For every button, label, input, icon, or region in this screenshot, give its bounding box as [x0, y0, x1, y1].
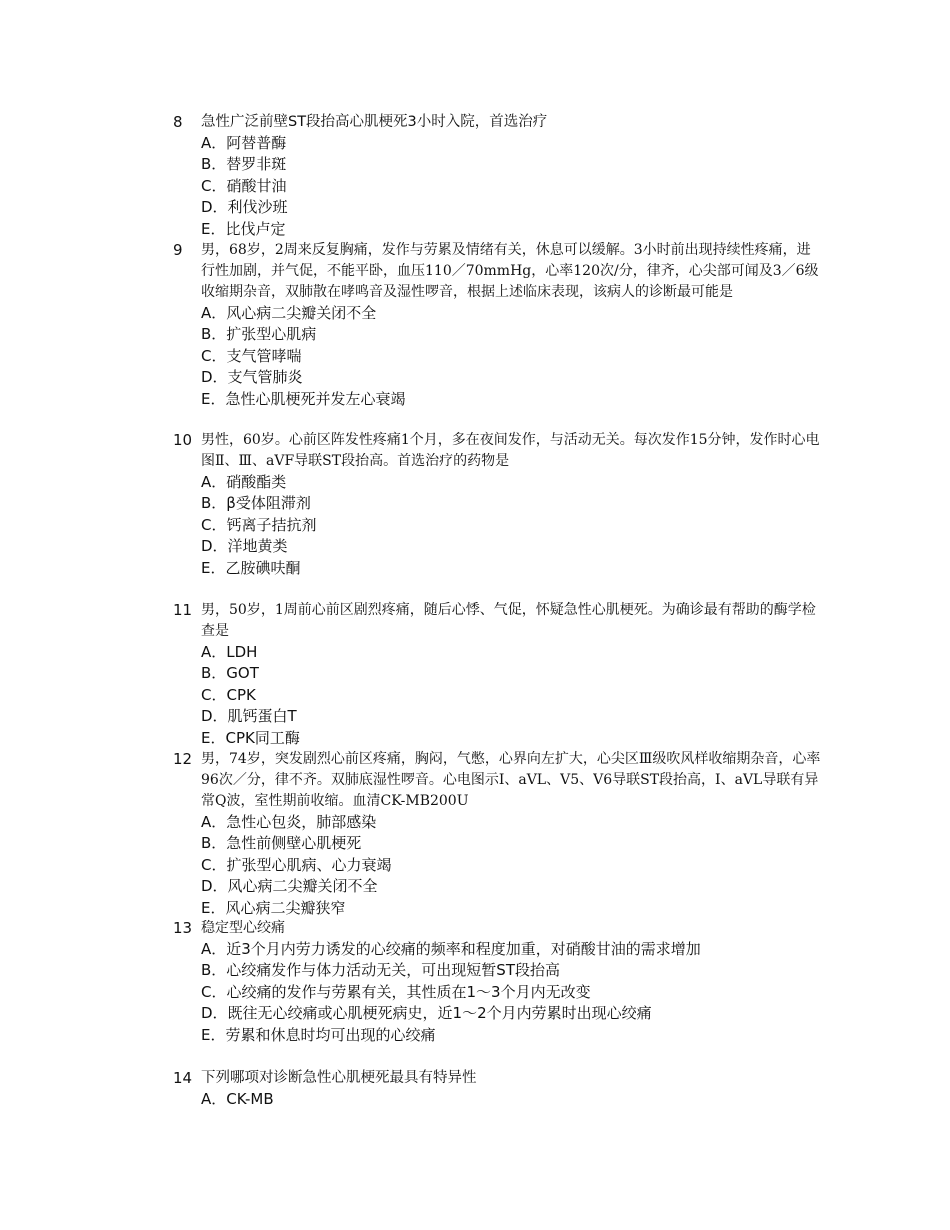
question-stem: 男性，60岁。心前区阵发性疼痛1个月，多在夜间发作，与活动无关。每次发作15分钟，发作时心电图Ⅱ、Ⅲ、aVF导联ST段抬高。首选治疗的药物是: [201, 432, 820, 469]
question-number: 14: [173, 1069, 193, 1087]
option-d: D．风心病二尖瓣关闭不全: [201, 877, 378, 896]
option-c: C．钙离子拮抗剂: [201, 515, 317, 534]
question-9: [173, 240, 823, 410]
question-12: [173, 749, 823, 919]
question-number: 13: [173, 919, 193, 937]
question-number: 12: [173, 750, 193, 768]
option-c: C．硝酸甘油: [201, 176, 287, 195]
option-c: C．扩张型心肌病、心力衰竭: [201, 855, 392, 874]
option-e: E．CPK同工酶: [201, 728, 300, 747]
option-c: C．CPK: [201, 685, 256, 704]
option-a: A．LDH: [201, 643, 258, 661]
option-a: A．CK-MB: [201, 1090, 274, 1108]
question-stem: 下列哪项对诊断急性心肌梗死最具有特异性: [201, 1070, 477, 1086]
option-e: E．劳累和休息时均可出现的心绞痛: [201, 1025, 436, 1044]
option-e: E．比伐卢定: [201, 219, 286, 238]
option-e: E．急性心肌梗死并发左心衰竭: [201, 389, 406, 408]
question-10: [173, 430, 823, 579]
option-b: B．急性前侧壁心肌梗死: [201, 834, 362, 853]
option-e: E．乙胺碘呋酮: [201, 558, 301, 577]
question-number: 8: [173, 113, 183, 131]
option-b: B．β受体阻滞剂: [201, 494, 311, 513]
question-stem: 男，68岁，2周来反复胸痛，发作与劳累及情绪有关，休息可以缓解。3小时前出现持续性疼痛，进行性加剧，并气促，不能平卧，血压110／70mmHg，心率120次/分，律齐，心尖部可闻及3／6级收缩期杂音，双肺散在哮鸣音及湿性啰音，根据上述临床表现，该病人的诊断最可能是: [201, 242, 819, 300]
option-d: D．洋地黄类: [201, 537, 288, 556]
option-a: A．急性心包炎，肺部感染: [201, 813, 377, 831]
option-d: D．支气管肺炎: [201, 368, 303, 387]
question-number: 10: [173, 431, 193, 449]
question-number: 11: [173, 601, 193, 619]
question-number: 9: [173, 241, 183, 259]
option-d: D．利伐沙班: [201, 198, 288, 217]
option-c: C．支气管哮喘: [201, 346, 302, 365]
question-stem: 男，50岁，1周前心前区剧烈疼痛，随后心悸、气促，怀疑急性心肌梗死。为确诊最有帮助的酶学检查是: [201, 602, 816, 639]
question-stem: 稳定型心绞痛: [201, 920, 285, 936]
option-d: D．肌钙蛋白T: [201, 707, 297, 726]
option-e: E．风心病二尖瓣狭窄: [201, 898, 346, 917]
question-stem: 急性广泛前壁ST段抬高心肌梗死3小时入院，首选治疗: [201, 114, 548, 130]
question-14: [173, 1068, 823, 1110]
question-stem: 男，74岁，突发剧烈心前区疼痛，胸闷，气憋，心界向左扩大，心尖区Ⅲ级吹风样收缩期杂音，心率96次／分，律不齐。双肺底湿性啰音。心电图示Ⅰ、aVL、V5、V6导联ST段抬高，Ⅰ、aVL导联有异常Q波，室性期前收缩。血清CK-MB200U: [201, 751, 821, 809]
option-b: B．心绞痛发作与体力活动无关，可出现短暂ST段抬高: [201, 961, 560, 980]
option-b: B．扩张型心肌病: [201, 325, 317, 344]
option-a: A．风心病二尖瓣关闭不全: [201, 304, 377, 322]
option-a: A．近3个月内劳力诱发的心绞痛的频率和程度加重，对硝酸甘油的需求增加: [201, 940, 701, 958]
question-11: [173, 600, 823, 749]
option-c: C．心绞痛的发作与劳累有关，其性质在1～3个月内无改变: [201, 982, 591, 1001]
option-d: D．既往无心绞痛或心肌梗死病史，近1～2个月内劳累时出现心绞痛: [201, 1004, 652, 1023]
option-a: A．阿替普酶: [201, 134, 287, 152]
question-8: [173, 112, 823, 240]
question-13: [173, 918, 823, 1046]
option-a: A．硝酸酯类: [201, 473, 287, 491]
option-b: B．替罗非斑: [201, 155, 287, 174]
option-b: B．GOT: [201, 664, 259, 683]
